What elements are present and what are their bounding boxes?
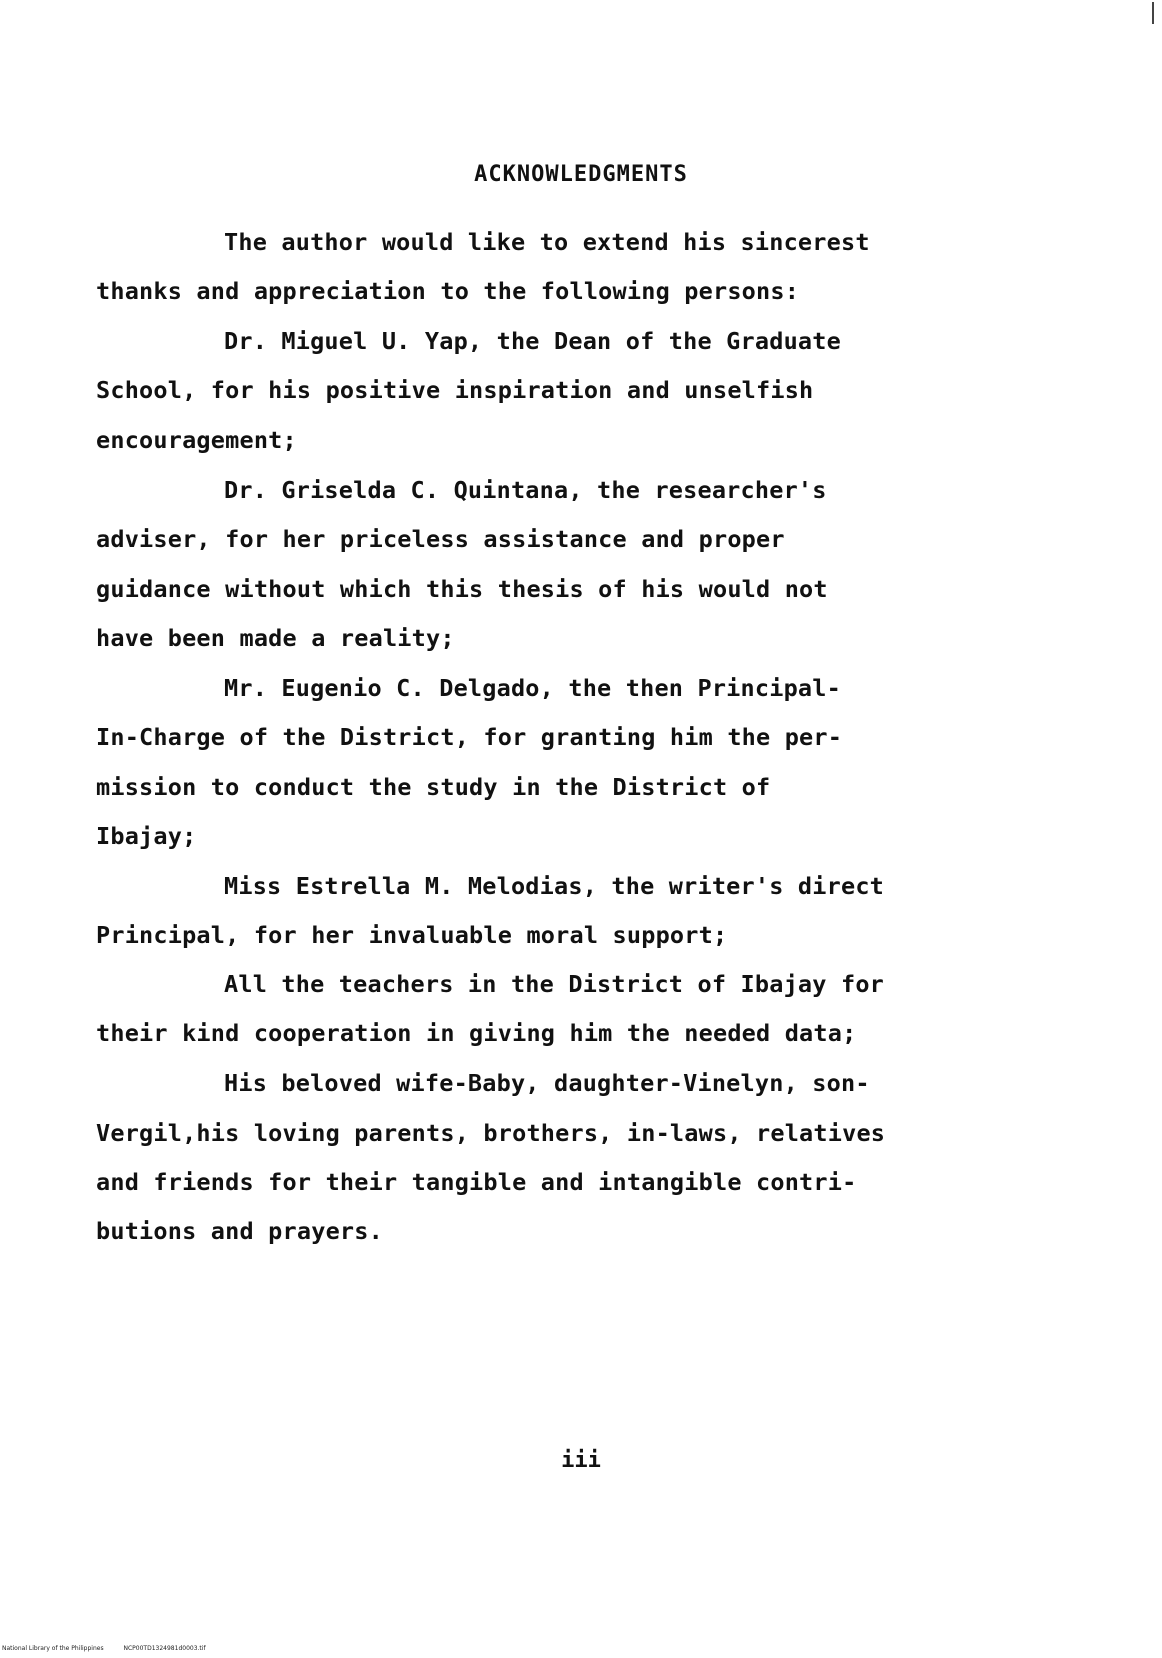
text-line: In-Charge of the District, for granting him the per- [96, 723, 843, 751]
text-line: encouragement; [96, 426, 297, 454]
scan-footer [2, 1645, 224, 1652]
text-line: His beloved wife-Baby, daughter-Vinelyn, son- [224, 1069, 870, 1097]
page-heading: ACKNOWLEDGMENTS [474, 162, 688, 187]
text-line: School, for his positive inspiration and unselfish [96, 376, 814, 404]
text-line: The author would like to extend his sincerest [224, 228, 870, 256]
text-line: thanks and appreciation to the following persons: [96, 277, 800, 305]
library-credit: National Library of the Philippines [2, 1645, 104, 1652]
text-line: Mr. Eugenio C. Delgado, the then Principal- [224, 674, 841, 702]
text-line: adviser, for her priceless assistance and proper [96, 525, 785, 553]
text-line: their kind cooperation in giving him the needed data; [96, 1019, 857, 1047]
text-line: mission to conduct the study in the District of [96, 773, 771, 801]
scan-edge-mark [1152, 2, 1154, 24]
file-identifier: NCP00TD1324981d0003.tif [123, 1645, 206, 1652]
text-line: and friends for their tangible and intangible contri- [96, 1168, 857, 1196]
text-line: Ibajay; [96, 822, 197, 850]
text-line: have been made a reality; [96, 624, 455, 652]
text-line: butions and prayers. [96, 1217, 383, 1245]
text-line: Miss Estrella M. Melodias, the writer's direct [224, 872, 885, 900]
text-line: guidance without which this thesis of his would not [96, 575, 828, 603]
page-number: iii [561, 1448, 601, 1473]
text-line: All the teachers in the District of Ibajay for [224, 970, 885, 998]
text-line: Principal, for her invaluable moral support; [96, 921, 728, 949]
text-line: Dr. Miguel U. Yap, the Dean of the Graduate [224, 327, 841, 355]
text-line: Dr. Griselda C. Quintana, the researcher's [224, 476, 827, 504]
text-line: Vergil,his loving parents, brothers, in-laws, relatives [96, 1119, 886, 1147]
